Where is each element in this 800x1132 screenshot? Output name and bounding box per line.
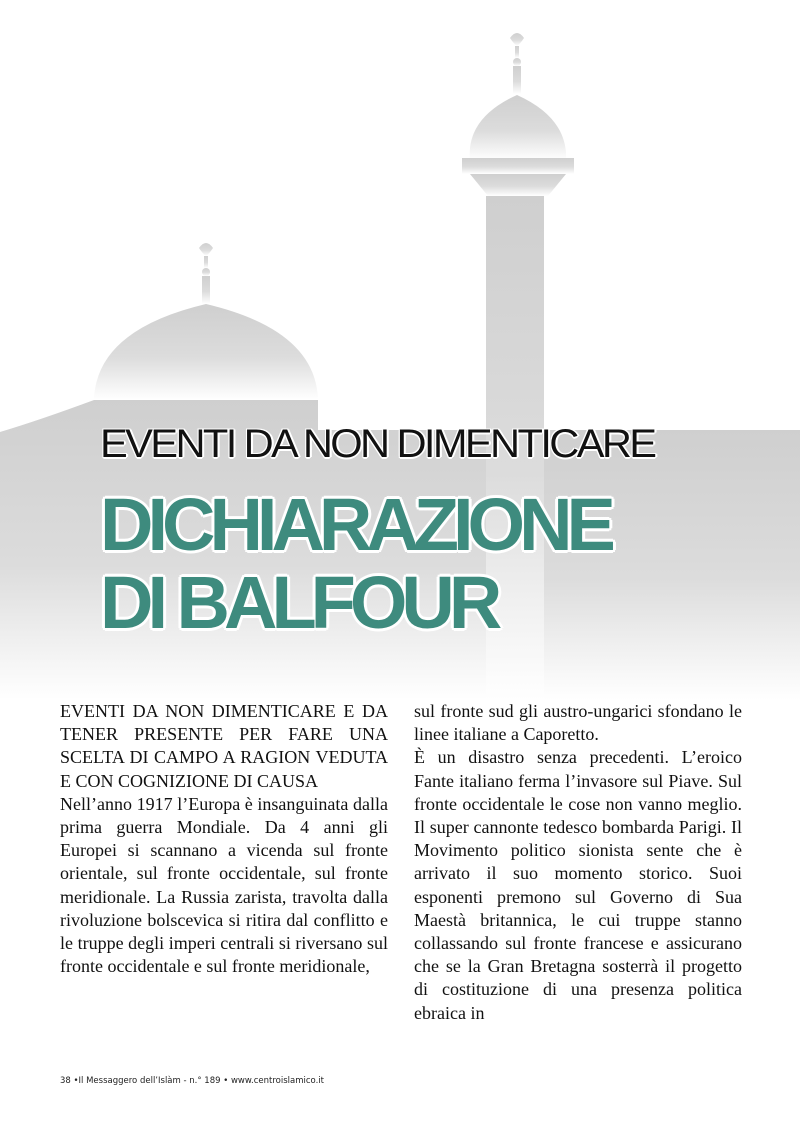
title-line-1: DICHIARAZIONE [100, 483, 610, 566]
page-footer: 38 •Il Messaggero dell’Islàm - n.° 189 • www.centroislamico.it [60, 1076, 324, 1086]
article-column-left [60, 700, 388, 978]
article-paragraph: È un disastro senza precedenti. L’eroico Fante italiano ferma l’invasore sul Piave. Sul fronte occidentale le cose non vanno meglio. Il super cannonte tedesco bombarda Parigi. Il Movimento politico sionista sente che è arrivato il suo momento storico. Suoi esponenti premono sul Governo di Sua Maestà britannica, le cui truppe stanno collassando sul fronte francese e assicurano che se la Gran Bretagna sosterrà il progetto di costituzione di una presenza politica ebraica in [414, 747, 742, 1023]
title-line-2: DI BALFOUR [100, 561, 497, 644]
article-paragraph: Nell’anno 1917 l’Europa è insanguinata dalla prima guerra Mondiale. Da 4 anni gli Europei si scannano a vicenda sul fronte orientale, sul fronte occidentale, sul fronte meridionale. La Russia zarista, travolta dalla rivoluzione bolscevica si ritira dal conflitto e le truppe degli imperi centrali si riversano sul fronte occidentale e sul fronte meridionale, [60, 793, 388, 977]
article-column-right [414, 700, 742, 1025]
section-kicker: EVENTI DA NON DIMENTICARE [100, 422, 655, 466]
article-paragraph: EVENTI DA NON DIMENTICARE E DA TENER PRESENTE PER FARE UNA SCELTA DI CAMPO A RAGION VEDUTA E CON COGNIZIONE DI CAUSA [60, 701, 388, 791]
article-title [100, 483, 610, 644]
article-paragraph: sul fronte sud gli austro-ungarici sfondano le linee italiane a Caporetto. [414, 701, 742, 745]
